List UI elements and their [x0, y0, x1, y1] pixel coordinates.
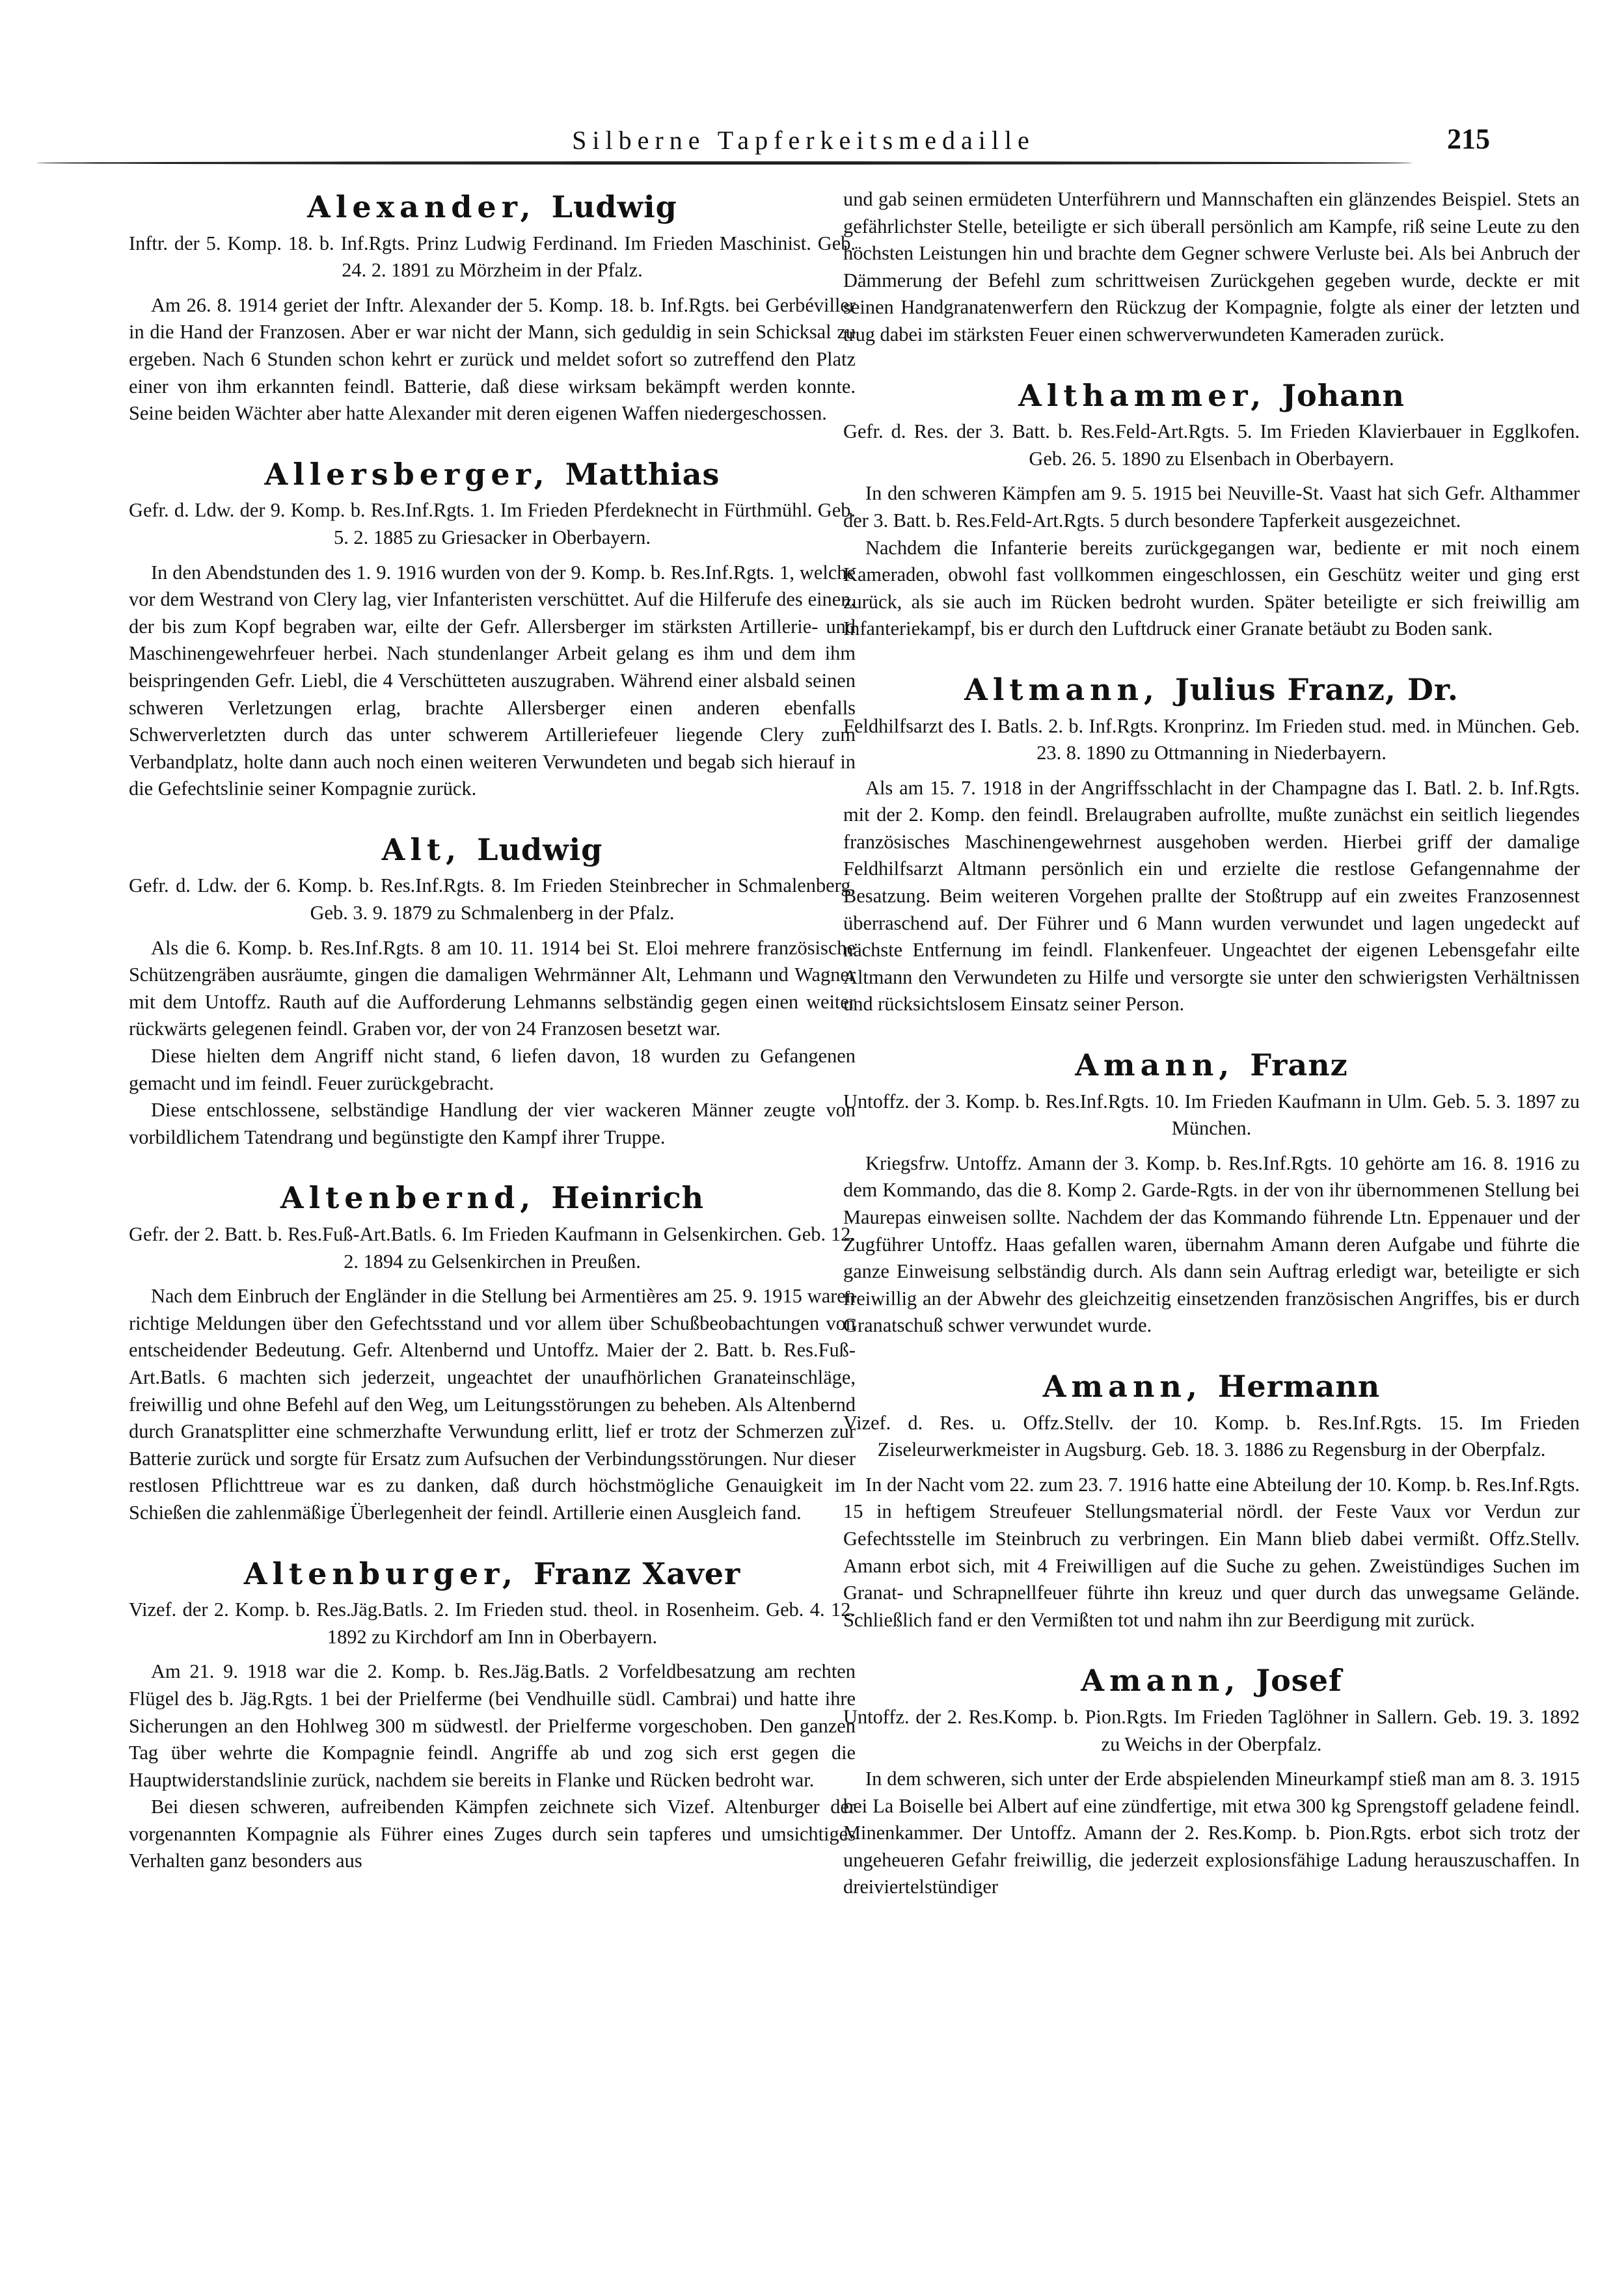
entry-paragraph: Als am 15. 7. 1918 in der Angriffsschlacht in der Champagne das I. Batl. 2. b. Inf.Rgts. mit der 2. Komp. den feindl. Brelaugraben aufrollte, mußte zunächst ein seitlich liegendes französisches Maschinengewehrnest ausgehoben werden. Hierbei griff der damalige Feldhilfsarzt Altmann persönlich ein und erzielte die restlose Gefangennahme der Besatzung. Beim weiteren Vorgehen prallte der Stoßtrupp auf ein zweites Franzosennest überraschend auf. Der Führer und 6 Mann wurden verwundet und lagen ungedeckt auf nächste Entfernung im feindl. Flankenfeuer. Ungeachtet der eigenen Lebensgefahr eilte Altmann den Verwundeten zu Hilfe und versorgte sie unter den schwierigsten Verhältnissen und rücksichtslosem Einsatz seiner Person.	[843, 776, 1580, 1016]
entry-name: Altenburger, Franz Xaver	[243, 1556, 741, 1591]
entry-altenburger-franz-xaver	[129, 1556, 856, 1876]
spacer	[843, 349, 1580, 375]
entry-surname: Altmann	[964, 671, 1144, 707]
entry-paragraph: In den schweren Kämpfen am 9. 5. 1915 bei Neuville-St. Vaast hat sich Gefr. Althammer der 3. Batt. b. Res.Feld-Art.Rgts. 5 durch besondere Tapferkeit ausgezeichnet.	[843, 482, 1580, 532]
spacer	[843, 1634, 1580, 1660]
entry-given-name: Heinrich	[551, 1180, 705, 1216]
spacer	[129, 1527, 856, 1553]
entry-intro: Inftr. der 5. Komp. 18. b. Inf.Rgts. Prinz Ludwig Ferdinand. Im Frieden Maschinist. Geb. 24. 2. 1891 zu Mörzheim in der Pfalz.	[129, 232, 856, 282]
entry-paragraph: Als die 6. Komp. b. Res.Inf.Rgts. 8 am 10. 11. 1914 bei St. Eloi mehrere französische Schützengräben ausräumte, gingen die damaligen Wehrmänner Alt, Lehmann und Wagner mit dem Untoffz. Rauth auf die Aufforderung Lehmanns selbständig gegen einen weiter rückwärts gelegenen feindl. Graben vor, der von 24 Franzosen besetzt war.	[129, 936, 856, 1040]
entry-given-name: Julius Franz, Dr.	[1174, 671, 1459, 707]
entry-paragraph: Bei diesen schweren, aufreibenden Kämpfen zeichnete sich Vizef. Altenburger der vorgenannten Kompagnie als Führer eines Zuges durch sein tapferes und umsichtiges Verhalten ganz besonders aus	[129, 1796, 856, 1872]
running-title: Silberne Tapferkeitsmedaille	[572, 126, 1035, 155]
entry-name: Amann, Hermann	[1042, 1368, 1381, 1404]
entry-name: Alexander, Ludwig	[307, 189, 677, 224]
entry-given-name: Hermann	[1217, 1368, 1381, 1404]
entry-name: Alt, Ludwig	[381, 831, 603, 867]
entry-intro: Gefr. d. Res. der 3. Batt. b. Res.Feld-Art.Rgts. 5. Im Frieden Klavierbauer in Egglkofen. Geb. 26. 5. 1890 zu Elsenbach in Oberbayern.	[843, 420, 1580, 470]
entry-paragraph: In dem schweren, sich unter der Erde abspielenden Mineurkampf stieß man am 8. 3. 1915 bei La Boiselle bei Albert auf eine zündfertige, mit etwa 300 kg Sprengstoff geladene feindl. Minenkammer. Der Untoffz. Amann der 2. Res.Komp. b. Pion.Rgts. erbot sich trotz der ungeheueren Gefahr freiwillig, die jederzeit explosionsfähige Ladung herauszuschaffen. In dreiviertelstündiger	[843, 1768, 1580, 1898]
entry-surname: Alexander	[307, 189, 521, 224]
running-header	[117, 117, 1490, 163]
left-column	[129, 186, 856, 1875]
entry-intro: Vizef. der 2. Komp. b. Res.Jäg.Batls. 2. Im Frieden stud. theol. in Rosenheim. Geb. 4. 12. 1892 zu Kirchdorf am Inn in Oberbayern.	[129, 1598, 856, 1648]
entry-surname: Alt	[381, 831, 446, 867]
entry-name: Amann, Franz	[1075, 1047, 1348, 1083]
entry-surname: Althammer	[1018, 377, 1251, 413]
entry-surname: Altenburger	[243, 1556, 503, 1591]
entry-alt-ludwig	[129, 831, 856, 1152]
continued-paragraph: und gab seinen ermüdeten Unterführern und Mannschaften ein glänzendes Beispiel. Stets an gefährlichster Stelle, beteiligte er sich überall persönlich am Kampfe, riß seine Leute zu den höchsten Leistungen hin und brachte dem Gegner schwere Verluste bei. Als bei Anbruch der Dämmerung der Befehl zum schrittweisen Zurückgehen gegeben wurde, deckte er mit seinen Handgranatenwerfern den Rückzug der Kompagnie, folgte als einer der letzten und trug dabei im stärksten Feuer einen schwerverwundeten Kameraden zurück.	[843, 188, 1580, 345]
entry-intro: Gefr. d. Ldw. der 6. Komp. b. Res.Inf.Rgts. 8. Im Frieden Steinbrecher in Schmalenberg. Geb. 3. 9. 1879 zu Schmalenberg in der Pfalz.	[129, 874, 856, 924]
entry-intro: Feldhilfsarzt des I. Batls. 2. b. Inf.Rgts. Kronprinz. Im Frieden stud. med. in München. Geb. 23. 8. 1890 zu Ottmanning in Niederbayern.	[843, 714, 1580, 764]
entry-amann-franz	[843, 1047, 1580, 1340]
entry-intro: Gefr. d. Ldw. der 9. Komp. b. Res.Inf.Rgts. 1. Im Frieden Pferdeknecht in Fürthmühl. Geb. 5. 2. 1885 zu Griesacker in Oberbayern.	[129, 499, 856, 548]
entry-paragraph: Diese hielten dem Angriff nicht stand, 6 liefen davon, 18 wurden zu Gefangenen gemacht und im feindl. Feuer zurückgebracht.	[129, 1045, 856, 1094]
entry-althammer-johann	[843, 377, 1580, 643]
entry-paragraph: In der Nacht vom 22. zum 23. 7. 1916 hatte eine Abteilung der 10. Komp. b. Res.Inf.Rgts. 15 in heftigem Streufeuer Stellungsmaterial nördl. der Feste Vaux vor Verdun zur Gefechtsstelle im Steinbruch zu verbringen. Ein Mann blieb dabei vermißt. Offz.Stellv. Amann erbot sich, mit 4 Freiwilligen auf die Suche zu gehen. Zweistündiges Suchen im Granat- und Schrapnellfeuer führte ihn kreuz und quer durch das unwegsame Gelände. Schließlich fand er den Vermißten tot und nahm ihn zur Beerdigung mit zurück.	[843, 1473, 1580, 1631]
entry-given-name: Ludwig	[551, 189, 677, 224]
spacer	[129, 1151, 856, 1177]
entry-name: Altenbernd, Heinrich	[280, 1180, 705, 1216]
entry-amann-josef	[843, 1663, 1580, 1901]
entry-given-name: Ludwig	[477, 831, 603, 867]
entry-given-name: Matthias	[565, 456, 720, 492]
entry-surname: Amann	[1081, 1663, 1225, 1699]
spacer	[843, 643, 1580, 669]
entry-altmann-julius-franz	[843, 671, 1580, 1018]
entry-amann-hermann	[843, 1368, 1580, 1634]
entry-paragraph: Am 26. 8. 1914 geriet der Inftr. Alexander der 5. Komp. 18. b. Inf.Rgts. bei Gerbéviller in die Hand der Franzosen. Aber er war nicht der Mann, sich geduldig in sein Schicksal zu ergeben. Nach 6 Stunden schon kehrt er zurück und meldet sofort so zutreffend den Platz einer von ihm erkannten feindl. Batterie, daß diese wirksam bekämpft werden konnte. Seine beiden Wächter aber hatte Alexander mit deren eigenen Waffen niedergeschossen.	[129, 293, 856, 425]
entry-name: Altmann, Julius Franz, Dr.	[964, 671, 1459, 707]
page-number: 215	[1447, 123, 1490, 155]
entry-surname: Altenbernd	[280, 1180, 521, 1216]
right-column	[843, 186, 1580, 1901]
entry-given-name: Franz	[1250, 1047, 1348, 1083]
spacer	[129, 427, 856, 453]
spacer	[129, 803, 856, 829]
entry-surname: Amann	[1042, 1368, 1187, 1404]
entry-altenbernd-heinrich	[129, 1180, 856, 1526]
entry-paragraph: Kriegsfrw. Untoffz. Amann der 3. Komp. b. Res.Inf.Rgts. 10 gehörte am 16. 8. 1916 zu dem Kommando, das die 8. Komp 2. Garde-Rgts. in der von ihr übernommenen Stellung bei Maurepas einweisen sollte. Nachdem der das Kommando führende Ltn. Eppenauer und der Zugführer Untoffz. Haas gefallen waren, übernahm Amann deren Aufgabe und führte die ganze Einweisung selbständig durch. Als dann sein Auftrag erledigt war, beteiligte er sich freiwillig an der Abwehr des gleichzeitig einsetzenden französischen Angriffes, bis er durch Granatschuß schwer verwundet wurde.	[843, 1152, 1580, 1337]
entry-name: Allersberger, Matthias	[264, 456, 720, 492]
entry-paragraph: Nach dem Einbruch der Engländer in die Stellung bei Armentières am 25. 9. 1915 waren richtige Meldungen über den Gefechtsstand und vor allem über Schußbeobachtungen von entscheidender Bedeutung. Gefr. Altenbernd und Untoffz. Maier der 2. Batt. b. Res.Fuß-Art.Batls. 6 machten sich jederzeit, ungeachtet der unaufhörlichen Granateinschläge, freiwillig und ohne Befehl auf den Weg, um Leitungsstörungen zu beheben. Als Altenbernd durch Granatsplitter eine schmerzhafte Verwundung erlitt, lief er trotz der Schmerzen zur Batterie zurück und sorgte für Ersatz zum Aufsuchen der Verbindungsstörungen. Nur dieser restlosen Pflichttreue war es zu danken, daß durch höchstmögliche Genauigkeit im Schießen die zahlenmäßige Überlegenheit der feindl. Artillerie einen Ausgleich fand.	[129, 1285, 856, 1524]
entry-name: Amann, Josef	[1081, 1663, 1342, 1699]
entry-paragraph: In den Abendstunden des 1. 9. 1916 wurden von der 9. Komp. b. Res.Inf.Rgts. 1, welche vor dem Westrand von Clery lag, vier Infanteristen verschüttet. Auf die Hilferufe des einen, der bis zum Kopf begraben war, eilte der Gefr. Allersberger im stärksten Artillerie- und Maschinengewehrfeuer herbei. Nach stundenlanger Arbeit gelang es ihm und dem ihm beispringenden Gefr. Liebl, die 4 Verschütteten auszugraben. Während einer alsbald seinen schweren Verletzungen erlag, brachte Allersberger einen anderen ebenfalls Schwerverletzten durch das unter schwerem Artilleriefeuer liegende Clery zum Verbandplatz, holte dann auch noch einen weiteren Verwundeten und begab sich hierauf in die Gefechtslinie seiner Kompagnie zurück.	[129, 561, 856, 800]
entry-intro: Untoffz. der 3. Komp. b. Res.Inf.Rgts. 10. Im Frieden Kaufmann in Ulm. Geb. 5. 3. 1897 zu München.	[843, 1090, 1580, 1140]
entry-surname: Allersberger	[264, 456, 534, 492]
entry-given-name: Johann	[1282, 377, 1405, 413]
entry-paragraph: Nachdem die Infanterie bereits zurückgegangen war, bediente er mit noch einem Kameraden, obwohl fast vollkommen eingeschlossen, ein Geschütz weiter und ging erst zurück, als sie auch im Rücken bedroht wurden. Später beteiligte er sich freiwillig am Infanteriekampf, bis er durch den Luftdruck einer Granate betäubt zu Boden sank.	[843, 536, 1580, 640]
entry-allersberger-matthias	[129, 456, 856, 803]
entry-paragraph: Diese entschlossene, selbständige Handlung der vier wackeren Männer zeugte von vorbildlichem Tatendrang und begünstigte den Kampf ihrer Truppe.	[129, 1099, 856, 1148]
entry-paragraph: Am 21. 9. 1918 war die 2. Komp. b. Res.Jäg.Batls. 2 Vorfeldbesatzung am rechten Flügel des b. Jäg.Rgts. 1 bei der Prielferme (bei Vendhuille südl. Cambrai) und hatte ihre Sicherungen an den Hohlweg 300 m südwestl. der Prielferme vorgeschoben. Den ganzen Tag über wehrte die Kompagnie feindl. Angriffe ab und zog sich erst gegen die Hauptwiderstandslinie zurück, nachdem sie bereits in Flanke und Rücken bedroht war.	[129, 1660, 856, 1791]
entry-alexander-ludwig	[129, 189, 856, 427]
spacer	[843, 1340, 1580, 1366]
entry-intro: Gefr. der 2. Batt. b. Res.Fuß-Art.Batls. 6. Im Frieden Kaufmann in Gelsenkirchen. Geb. 12. 2. 1894 zu Gelsenkirchen in Preußen.	[129, 1223, 856, 1273]
entry-name: Althammer, Johann	[1018, 377, 1405, 413]
entry-given-name: Franz Xaver	[534, 1556, 741, 1591]
entry-surname: Amann	[1075, 1047, 1219, 1083]
spacer	[843, 1018, 1580, 1044]
header-rule	[36, 161, 1413, 165]
entry-given-name: Josef	[1256, 1663, 1342, 1699]
entry-intro: Untoffz. der 2. Res.Komp. b. Pion.Rgts. Im Frieden Taglöhner in Sallern. Geb. 19. 3. 1892 zu Weichs in der Oberpfalz.	[843, 1705, 1580, 1755]
entry-intro: Vizef. d. Res. u. Offz.Stellv. der 10. Komp. b. Res.Inf.Rgts. 15. Im Frieden Ziseleurwerkmeister in Augsburg. Geb. 18. 3. 1886 zu Regensburg in der Oberpfalz.	[843, 1411, 1580, 1461]
